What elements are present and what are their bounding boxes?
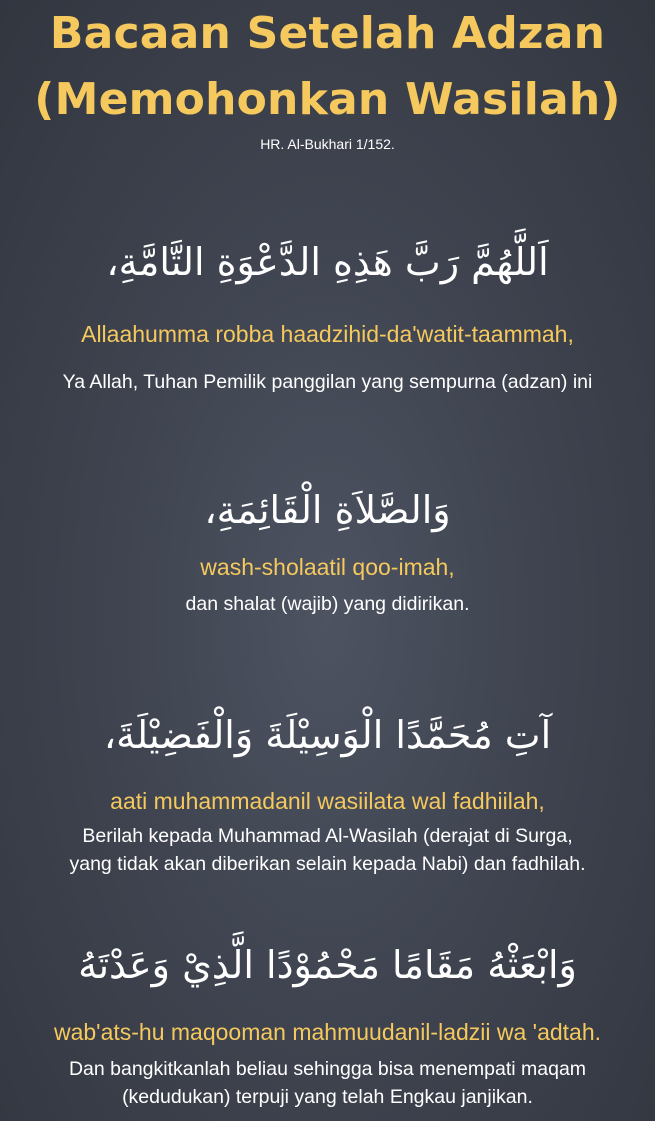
translation-text	[0, 1055, 655, 1111]
arabic-text: وَالصَّلاَةِ الْقَائِمَةِ،	[204, 488, 451, 532]
translation-line: (kedudukan) terpuji yang telah Engkau janjikan.	[122, 1086, 533, 1108]
translation-line: dan shalat (wajib) yang didirikan.	[185, 593, 470, 615]
translation-text	[0, 368, 655, 396]
arabic-text: آتِ مُحَمَّدًا الْوَسِيْلَةَ وَالْفَضِيْلَةَ،	[103, 713, 552, 757]
transliteration-text: Allaahumma robba haadzihid-da'watit-taammah,	[81, 321, 574, 347]
transliteration-text: aati muhammadanil wasiilata wal fadhiilah,	[110, 788, 545, 814]
title-line-1: Bacaan Setelah Adzan	[49, 8, 606, 59]
translation-text	[0, 822, 655, 878]
transliteration-text: wash-sholaatil qoo-imah,	[200, 554, 455, 580]
arabic-text: وَابْعَثْهُ مَقَامًا مَحْمُوْدًا الَّذِيْ وَعَدْتَهُ	[78, 943, 577, 987]
translation-line: yang tidak akan diberikan selain kepada Nabi) dan fadhilah.	[69, 853, 586, 875]
translation-text	[0, 590, 655, 618]
translation-line: Berilah kepada Muhammad Al-Wasilah (derajat di Surga,	[82, 825, 573, 847]
arabic-text: اَللَّهُمَّ رَبَّ هَذِهِ الدَّعْوَةِ التَّامَّةِ،	[106, 240, 549, 284]
transliteration-text: wab'ats-hu maqooman mahmuudanil-ladzii wa 'adtah.	[53, 1019, 602, 1045]
translation-line: Dan bangkitkanlah beliau sehingga bisa menempati maqam	[68, 1058, 587, 1080]
hadith-source: HR. Al-Bukhari 1/152.	[260, 136, 395, 152]
translation-line: Ya Allah, Tuhan Pemilik panggilan yang sempurna (adzan) ini	[62, 371, 593, 393]
title-line-2: (Memohonkan Wasilah)	[34, 74, 621, 125]
